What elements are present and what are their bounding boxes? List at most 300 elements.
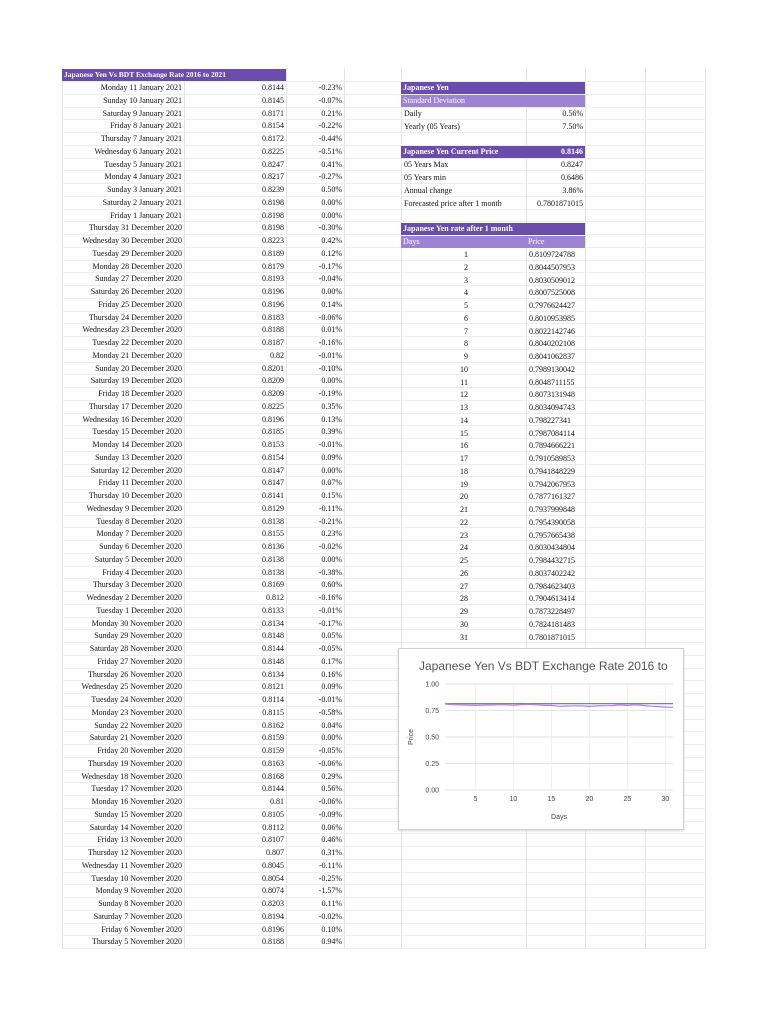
row-change: 0.06%: [321, 822, 342, 832]
row-change: -0.17%: [318, 261, 342, 271]
row-change: -0.06%: [318, 312, 342, 322]
row-date: Monday 14 December 2020: [92, 440, 182, 449]
x-tick-label: 25: [623, 796, 632, 803]
row-rate: 0.8138: [262, 554, 284, 564]
row-rate: 0.8148: [262, 656, 284, 666]
row-change: -0.04%: [318, 274, 342, 284]
forecast-day: 11: [460, 377, 468, 387]
row-change: -0.01%: [318, 605, 342, 615]
row-rate: 0.8148: [262, 631, 284, 641]
row-rate: 0.8147: [262, 478, 284, 488]
min-value: 0.6486: [561, 173, 583, 182]
row-change: 0.50%: [321, 185, 342, 194]
row-date: Thursday 24 December 2020: [88, 312, 182, 322]
forecast-day: 22: [460, 517, 468, 527]
row-change: 0.39%: [321, 427, 342, 437]
row-change: 0.12%: [321, 248, 342, 258]
row-date: Saturday 26 December 2020: [90, 287, 182, 296]
row-rate: 0.8198: [262, 210, 284, 220]
row-rate: 0.8196: [262, 414, 284, 424]
forecast-day: 1: [464, 250, 468, 259]
forecast-price: 0.7877161327: [529, 492, 575, 502]
row-rate: 0.8134: [262, 669, 284, 679]
row-date: Tuesday 10 November 2020: [91, 873, 182, 883]
row-date: Saturday 19 December 2020: [90, 376, 182, 386]
forecast-price: 0.7987084114: [529, 428, 575, 438]
row-rate: 0.8054: [262, 873, 284, 883]
row-rate: 0.8155: [262, 529, 284, 539]
row-change: -1.57%: [318, 886, 342, 896]
row-date: Monday 28 December 2020: [92, 261, 182, 271]
row-date: Friday 20 November 2020: [97, 746, 182, 755]
row-change: -0.01%: [318, 440, 342, 449]
forecast-day: 28: [460, 594, 468, 604]
row-rate: 0.8133: [262, 605, 284, 615]
row-change: -0.11%: [318, 860, 342, 870]
row-rate: 0.8159: [262, 746, 284, 755]
row-change: 0.00%: [321, 376, 342, 386]
row-date: Friday 25 December 2020: [98, 299, 182, 309]
row-date: Sunday 27 December 2020: [95, 274, 182, 284]
forecast-day: 26: [460, 568, 468, 578]
row-change: 0.04%: [321, 720, 342, 730]
forecast-price: 0.7957665438: [529, 530, 575, 540]
daily-value: 0.56%: [562, 109, 583, 118]
forecast-price: 0.8030434804: [529, 543, 575, 553]
row-date: Saturday 14 November 2020: [89, 822, 182, 832]
x-axis-label: Days: [551, 814, 567, 821]
row-change: -0.58%: [318, 707, 342, 717]
x-tick-label: 5: [473, 796, 478, 803]
row-date: Saturday 28 November 2020: [89, 644, 182, 653]
forecast-price: 0.7894666221: [529, 441, 575, 451]
row-date: Thursday 3 December 2020: [92, 580, 182, 590]
row-rate: 0.8115: [262, 707, 284, 717]
row-date: Monday 21 December 2020: [92, 350, 182, 360]
forecast-price: 0.798227341: [529, 415, 571, 425]
row-rate: 0.8194: [262, 911, 284, 921]
row-date: Tuesday 8 December 2020: [96, 516, 182, 526]
row-rate: 0.8074: [262, 886, 284, 896]
row-rate: 0.807: [266, 848, 284, 857]
grid-line: [705, 68, 706, 948]
row-change: 0.07%: [321, 478, 342, 488]
annual-change-label: Annual change: [404, 186, 453, 195]
forecast-day: 19: [460, 479, 468, 489]
forecast-day: 31: [460, 632, 468, 642]
grid-line: [184, 68, 185, 948]
row-date: Sunday 13 December 2020: [95, 452, 182, 462]
y-tick-label: 0.75: [425, 708, 439, 715]
row-change: 0.60%: [321, 580, 342, 590]
forecast-day: 29: [460, 607, 468, 616]
row-change: -0.02%: [318, 542, 342, 551]
grid-line: [344, 68, 345, 948]
row-date: Wednesday 11 November 2020: [81, 860, 182, 870]
row-change: 0.14%: [321, 299, 342, 309]
table-title: Japanese Yen Vs BDT Exchange Rate 2016 to 2021: [62, 69, 286, 81]
row-rate: 0.8138: [262, 567, 284, 577]
forecast-price: 0.7904613414: [529, 594, 575, 604]
y-tick-label: 0.50: [425, 734, 439, 742]
row-rate: 0.8225: [262, 146, 284, 156]
row-date: Sunday 8 November 2020: [98, 899, 182, 908]
row-date: Friday 13 November 2020: [97, 835, 182, 845]
forecast-price: 0.8037402242: [529, 568, 575, 578]
row-date: Thursday 17 December 2020: [88, 401, 182, 411]
row-change: 0.00%: [321, 210, 342, 220]
forecast-day: 13: [460, 403, 468, 412]
row-rate: 0.8239: [262, 185, 284, 194]
row-date: Thursday 12 November 2020: [88, 848, 182, 857]
row-change: -0.23%: [318, 83, 342, 92]
row-change: 0.35%: [321, 401, 342, 411]
forecast-day: 6: [464, 313, 468, 323]
row-rate: 0.8209: [262, 376, 284, 386]
y-tick-label: 0.25: [425, 761, 439, 768]
row-change: 0.00%: [321, 287, 342, 296]
forecast-day: 20: [460, 492, 468, 502]
chart-plot: [399, 649, 683, 829]
row-date: Friday 6 November 2020: [101, 924, 182, 934]
row-rate: 0.8154: [262, 121, 284, 131]
row-date: Friday 18 December 2020: [98, 389, 182, 398]
row-change: -0.01%: [318, 350, 342, 360]
row-date: Sunday 6 December 2020: [99, 542, 182, 551]
row-rate: 0.8114: [262, 695, 284, 704]
row-change: 0.56%: [321, 784, 342, 794]
row-change: -0.27%: [318, 172, 342, 182]
row-date: Sunday 22 November 2020: [94, 720, 182, 730]
forecast-price: 0.8041062837: [529, 352, 575, 361]
row-rate: 0.8189: [262, 248, 284, 258]
row-rate: 0.8196: [262, 299, 284, 309]
row-rate: 0.8172: [262, 134, 284, 143]
forecast-day: 18: [460, 466, 468, 476]
row-date: Wednesday 6 January 2021: [94, 146, 182, 156]
forecast-price: 0.7824181483: [529, 619, 575, 629]
row-date: Thursday 5 November 2020: [92, 937, 182, 947]
row-date: Tuesday 22 December 2020: [92, 338, 182, 347]
forecast-day: 24: [460, 543, 468, 553]
row-rate: 0.8163: [262, 758, 284, 768]
forecast-price: 0.7984432715: [529, 556, 575, 565]
row-change: -0.06%: [318, 758, 342, 768]
row-date: Friday 1 January 2021: [110, 210, 182, 220]
current-price-value: 0.8146: [526, 146, 585, 158]
row-rate: 0.8144: [262, 784, 284, 794]
forecast-price: 0.8030509012: [529, 275, 575, 285]
row-date: Tuesday 29 December 2020: [92, 248, 182, 258]
row-rate: 0.8198: [262, 223, 284, 233]
row-rate: 0.8223: [262, 236, 284, 245]
row-change: 0.41%: [321, 159, 342, 169]
forecast-day: 7: [464, 326, 468, 336]
row-rate: 0.8209: [262, 389, 284, 398]
forecast-price: 0.8044507953: [529, 262, 575, 272]
forecast-day: 8: [464, 339, 468, 349]
row-rate: 0.8188: [262, 937, 284, 947]
row-date: Wednesday 16 December 2020: [82, 414, 182, 424]
row-rate: 0.8159: [262, 733, 284, 743]
max-value: 0.8247: [561, 160, 583, 169]
row-rate: 0.8144: [262, 83, 284, 92]
forecast-day: 5: [464, 301, 468, 310]
row-rate: 0.8136: [262, 542, 284, 551]
row-change: -0.01%: [318, 695, 342, 704]
row-date: Wednesday 2 December 2020: [86, 593, 182, 602]
row-date: Wednesday 23 December 2020: [82, 325, 182, 335]
row-change: 0.17%: [321, 656, 342, 666]
row-rate: 0.8247: [262, 159, 284, 169]
row-change: -0.21%: [318, 516, 342, 526]
daily-label: Daily: [404, 109, 422, 118]
annual-change-value: 3.86%: [562, 186, 583, 195]
row-rate: 0.8196: [262, 924, 284, 934]
forecast-price: 0.7801871015: [529, 632, 575, 642]
row-date: Saturday 9 January 2021: [102, 108, 182, 118]
forecast-price: 0.8073131948: [529, 390, 575, 400]
row-rate: 0.8179: [262, 261, 284, 271]
row-change: 0.13%: [321, 414, 342, 424]
forecast-day: 21: [460, 505, 468, 514]
row-rate: 0.8138: [262, 516, 284, 526]
forecast-price: 0.8109724788: [529, 250, 575, 259]
row-change: -0.30%: [318, 223, 342, 233]
forecast-day: 16: [460, 441, 468, 451]
row-rate: 0.8134: [262, 618, 284, 628]
row-change: 0.46%: [321, 835, 342, 845]
grid-line: [286, 68, 287, 948]
row-date: Thursday 10 December 2020: [88, 491, 182, 500]
row-change: 0.23%: [321, 529, 342, 539]
row-date: Tuesday 5 January 2021: [104, 159, 182, 169]
row-date: Monday 23 November 2020: [91, 707, 182, 717]
forecast-day: 30: [460, 619, 468, 629]
row-date: Sunday 10 January 2021: [103, 95, 182, 105]
y-tick-label: 0.00: [425, 787, 439, 795]
row-date: Thursday 7 January 2021: [100, 134, 182, 143]
forecast-price: 0.7989130042: [529, 364, 575, 374]
row-change: 0.09%: [321, 682, 342, 692]
row-rate: 0.8188: [262, 325, 284, 335]
row-date: Saturday 5 December 2020: [94, 554, 182, 564]
current-price-label: Japanese Yen Current Price: [401, 146, 526, 158]
row-rate: 0.8196: [262, 287, 284, 296]
row-change: -0.05%: [318, 746, 342, 755]
row-rate: 0.8141: [262, 491, 284, 500]
x-tick-label: 30: [661, 796, 670, 803]
row-rate: 0.8144: [262, 644, 284, 653]
row-rate: 0.8203: [262, 899, 284, 908]
forecast-day: 25: [460, 556, 468, 565]
row-change: -0.22%: [318, 121, 342, 131]
row-rate: 0.812: [266, 593, 284, 602]
row-date: Wednesday 30 December 2020: [82, 236, 182, 245]
row-date: Monday 4 January 2021: [104, 172, 182, 182]
forecast-day: 2: [464, 262, 468, 272]
row-rate: 0.8121: [262, 682, 284, 692]
row-change: 0.11%: [321, 899, 342, 908]
row-rate: 0.8201: [262, 363, 284, 373]
forecast-table-title: Japanese Yen rate after 1 month: [401, 223, 585, 235]
x-tick-label: 20: [585, 796, 594, 803]
forecast-price: 0.7942067953: [529, 479, 575, 489]
row-rate: 0.8187: [262, 338, 284, 347]
row-change: -0.11%: [318, 503, 342, 513]
row-change: -0.02%: [318, 911, 342, 921]
row-change: -0.05%: [318, 644, 342, 653]
y-axis-label: Price: [408, 729, 415, 745]
row-rate: 0.8225: [262, 401, 284, 411]
forecast-price: 0.7954390058: [529, 517, 575, 527]
row-change: 0.01%: [321, 325, 342, 335]
row-change: -0.25%: [318, 873, 342, 883]
row-change: -0.44%: [318, 134, 342, 143]
row-rate: 0.82: [270, 350, 284, 360]
row-rate: 0.8153: [262, 440, 284, 449]
row-date: Sunday 15 November 2020: [94, 809, 182, 819]
row-date: Saturday 12 December 2020: [90, 465, 182, 475]
forecast-price: 0.8040202108: [529, 339, 575, 349]
row-date: Monday 9 November 2020: [95, 886, 182, 896]
yearly-value: 7.50%: [562, 122, 583, 131]
y-tick-label: 1.00: [425, 681, 439, 689]
row-change: 0.09%: [321, 452, 342, 462]
forecast-price: 0.7976624427: [529, 301, 575, 310]
forecast-price: 0.7910589853: [529, 454, 575, 463]
row-rate: 0.8145: [262, 95, 284, 105]
forecast-price: 0.8048711155: [529, 377, 575, 387]
row-change: -0.51%: [318, 146, 342, 156]
forecast-day: 14: [460, 415, 468, 425]
row-rate: 0.8168: [262, 771, 284, 781]
row-change: 0.31%: [321, 848, 342, 857]
row-date: Thursday 19 November 2020: [88, 758, 182, 768]
forecast-day: 23: [460, 530, 468, 540]
row-rate: 0.8217: [262, 172, 284, 182]
forecast-price: 0.8034094743: [529, 403, 575, 412]
row-change: -0.09%: [318, 809, 342, 819]
row-date: Saturday 7 November 2020: [93, 911, 182, 921]
row-rate: 0.8129: [262, 503, 284, 513]
row-rate: 0.81: [270, 797, 284, 806]
max-label: 05 Years Max: [404, 160, 449, 169]
x-tick-label: 15: [547, 796, 556, 803]
row-change: -0.38%: [318, 567, 342, 577]
series-line-2: [445, 704, 673, 707]
row-date: Sunday 29 November 2020: [94, 631, 182, 641]
forecast-day: 15: [460, 428, 468, 438]
row-rate: 0.8154: [262, 452, 284, 462]
yearly-label: Yearly (05 Years): [404, 122, 460, 131]
row-change: 0.94%: [321, 937, 342, 947]
row-date: Thursday 26 November 2020: [88, 669, 182, 679]
row-change: 0.00%: [321, 197, 342, 207]
row-rate: 0.8171: [262, 108, 284, 118]
col-price: Price: [526, 236, 585, 248]
row-change: -0.06%: [318, 797, 342, 806]
row-rate: 0.8183: [262, 312, 284, 322]
forecast-chart: [398, 648, 684, 830]
row-date: Tuesday 1 December 2020: [96, 605, 182, 615]
row-rate: 0.8107: [262, 835, 284, 845]
forecast-day: 27: [460, 581, 468, 591]
row-date: Sunday 3 January 2021: [107, 185, 182, 194]
row-date: Friday 27 November 2020: [97, 656, 182, 666]
row-date: Sunday 20 December 2020: [95, 363, 182, 373]
row-date: Tuesday 17 November 2020: [91, 784, 182, 794]
row-date: Friday 8 January 2021: [110, 121, 182, 131]
forecast-value: 0.7801871015: [537, 199, 583, 208]
row-date: Saturday 2 January 2021: [102, 197, 182, 207]
row-change: -0.07%: [318, 95, 342, 105]
row-rate: 0.8105: [262, 809, 284, 819]
row-change: 0.00%: [321, 465, 342, 475]
row-change: 0.42%: [321, 236, 342, 245]
row-date: Friday 4 December 2020: [102, 567, 182, 577]
forecast-price: 0.8007525008: [529, 288, 575, 298]
row-change: -0.19%: [318, 389, 342, 398]
row-change: -0.16%: [318, 338, 342, 347]
forecast-day: 3: [464, 275, 468, 285]
row-date: Wednesday 25 November 2020: [81, 682, 182, 692]
row-date: Wednesday 9 December 2020: [86, 503, 182, 513]
forecast-day: 17: [460, 454, 468, 463]
row-date: Monday 7 December 2020: [96, 529, 182, 539]
forecast-price: 0.7941848229: [529, 466, 575, 476]
forecast-price: 0.7937999848: [529, 505, 575, 514]
min-label: 05 Years min: [404, 173, 447, 182]
row-date: Tuesday 15 December 2020: [92, 427, 182, 437]
forecast-price: 0.7984623403: [529, 581, 575, 591]
row-change: 0.10%: [321, 924, 342, 934]
forecast-day: 9: [464, 352, 468, 361]
row-rate: 0.8169: [262, 580, 284, 590]
currency-label: Japanese Yen: [401, 82, 585, 94]
row-change: 0.00%: [321, 554, 342, 564]
row-change: -0.10%: [318, 363, 342, 373]
row-rate: 0.8185: [262, 427, 284, 437]
std-dev-header: Standard Deviation: [401, 95, 585, 107]
forecast-day: 12: [460, 390, 468, 400]
chart-title: Japanese Yen Vs BDT Exchange Rate 2016 to: [419, 659, 668, 673]
row-change: 0.00%: [321, 733, 342, 743]
row-change: 0.05%: [321, 631, 342, 641]
row-rate: 0.8147: [262, 465, 284, 475]
row-date: Monday 16 November 2020: [91, 797, 182, 806]
row-change: -0.16%: [318, 593, 342, 602]
row-date: Saturday 21 November 2020: [89, 733, 182, 743]
forecast-day: 4: [464, 288, 468, 298]
row-date: Tuesday 24 November 2020: [91, 695, 182, 704]
row-change: 0.21%: [321, 108, 342, 118]
forecast-price: 0.8010953985: [529, 313, 575, 323]
row-change: 0.16%: [321, 669, 342, 679]
x-tick-label: 10: [509, 796, 518, 803]
row-date: Friday 11 December 2020: [98, 478, 182, 488]
row-rate: 0.8193: [262, 274, 284, 284]
col-days: Days: [401, 236, 526, 248]
forecast-label: Forecasted price after 1 month: [404, 199, 502, 208]
row-rate: 0.8162: [262, 720, 284, 730]
row-date: Wednesday 18 November 2020: [81, 771, 182, 781]
row-rate: 0.8198: [262, 197, 284, 207]
row-date: Thursday 31 December 2020: [88, 223, 182, 233]
row-change: 0.29%: [321, 771, 342, 781]
forecast-price: 0.7873228497: [529, 607, 575, 616]
row-change: -0.17%: [318, 618, 342, 628]
